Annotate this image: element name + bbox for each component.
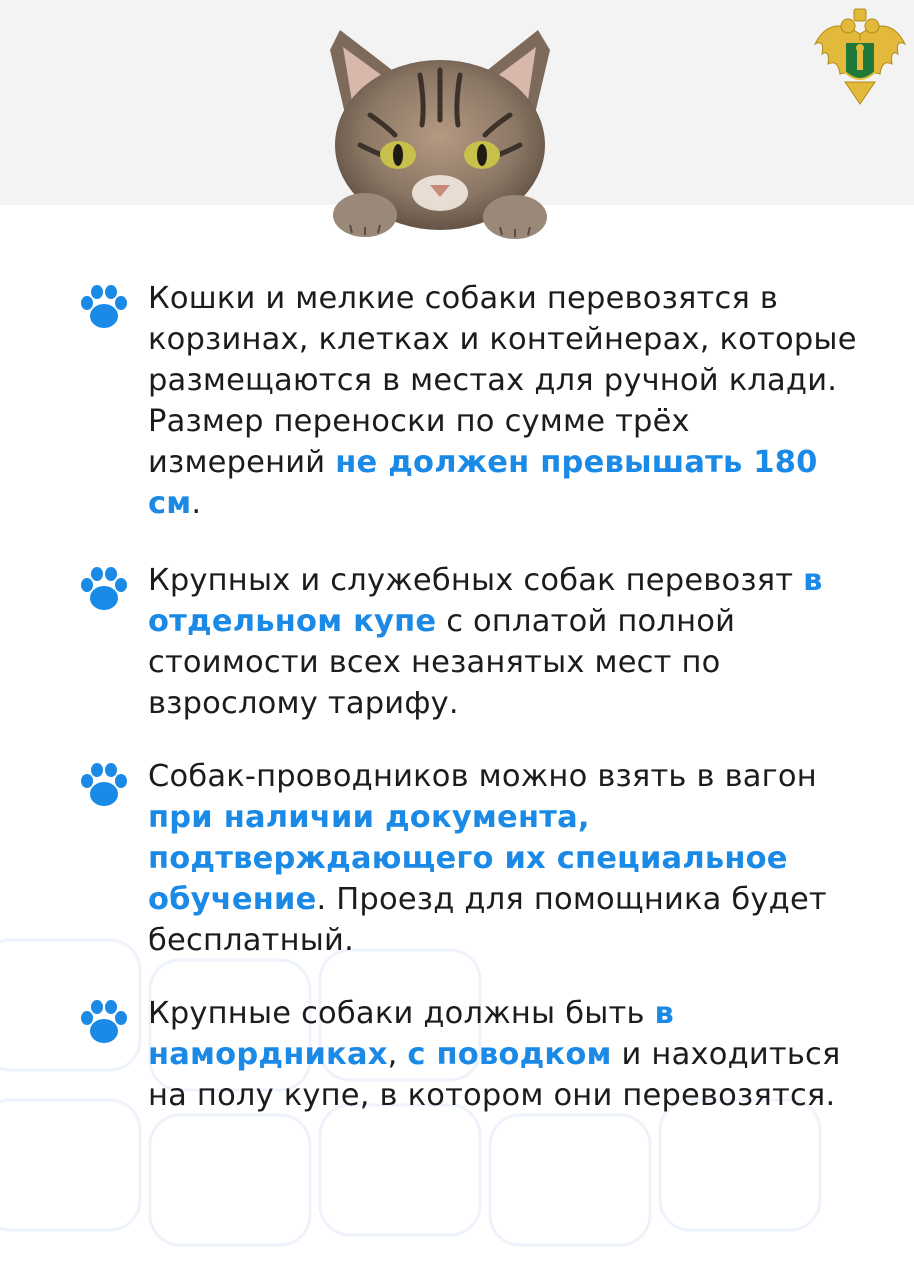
item-text bbox=[148, 756, 858, 961]
item-text-highlight: в намордниках bbox=[148, 996, 675, 1072]
item-text-highlight: при наличии документа, подтверждающего их специальное обучение bbox=[148, 800, 788, 917]
cat-photo bbox=[310, 25, 570, 245]
item-text-plain: . Проезд для помощника будет бесплатный. bbox=[148, 882, 827, 958]
item-text-plain: Кошки и мелкие собаки перевозятся в корзинах, клетках и контейнерах, которые размещаются в местах для ручной клади. Размер переноски по сумме трёх измерений bbox=[148, 281, 857, 480]
item-text bbox=[148, 993, 858, 1116]
item-text-plain: , bbox=[387, 1037, 408, 1072]
item-text-plain: Собак-проводников можно взять в вагон bbox=[148, 759, 817, 794]
item-text bbox=[148, 278, 858, 524]
item-text-plain: Крупных и служебных собак перевозят bbox=[148, 563, 804, 598]
paw-icon bbox=[78, 999, 130, 1047]
item-text bbox=[148, 560, 858, 724]
item-text-plain: и находиться на полу купе, в котором они перевозятся. bbox=[148, 1037, 841, 1113]
item-text-plain: Крупные собаки должны быть bbox=[148, 996, 655, 1031]
item-text-plain: с оплатой полной стоимости всех незанятых мест по взрослому тарифу. bbox=[148, 604, 736, 721]
item-text-highlight: с поводком bbox=[407, 1037, 612, 1072]
prosecutor-emblem-icon bbox=[810, 4, 910, 114]
item-text-highlight: в отдельном купе bbox=[148, 563, 823, 639]
paw-icon bbox=[78, 566, 130, 614]
item-text-highlight: не должен превышать 180 см bbox=[148, 445, 818, 521]
paw-icon bbox=[78, 284, 130, 332]
item-text-plain: . bbox=[191, 486, 202, 521]
paw-icon bbox=[78, 762, 130, 810]
